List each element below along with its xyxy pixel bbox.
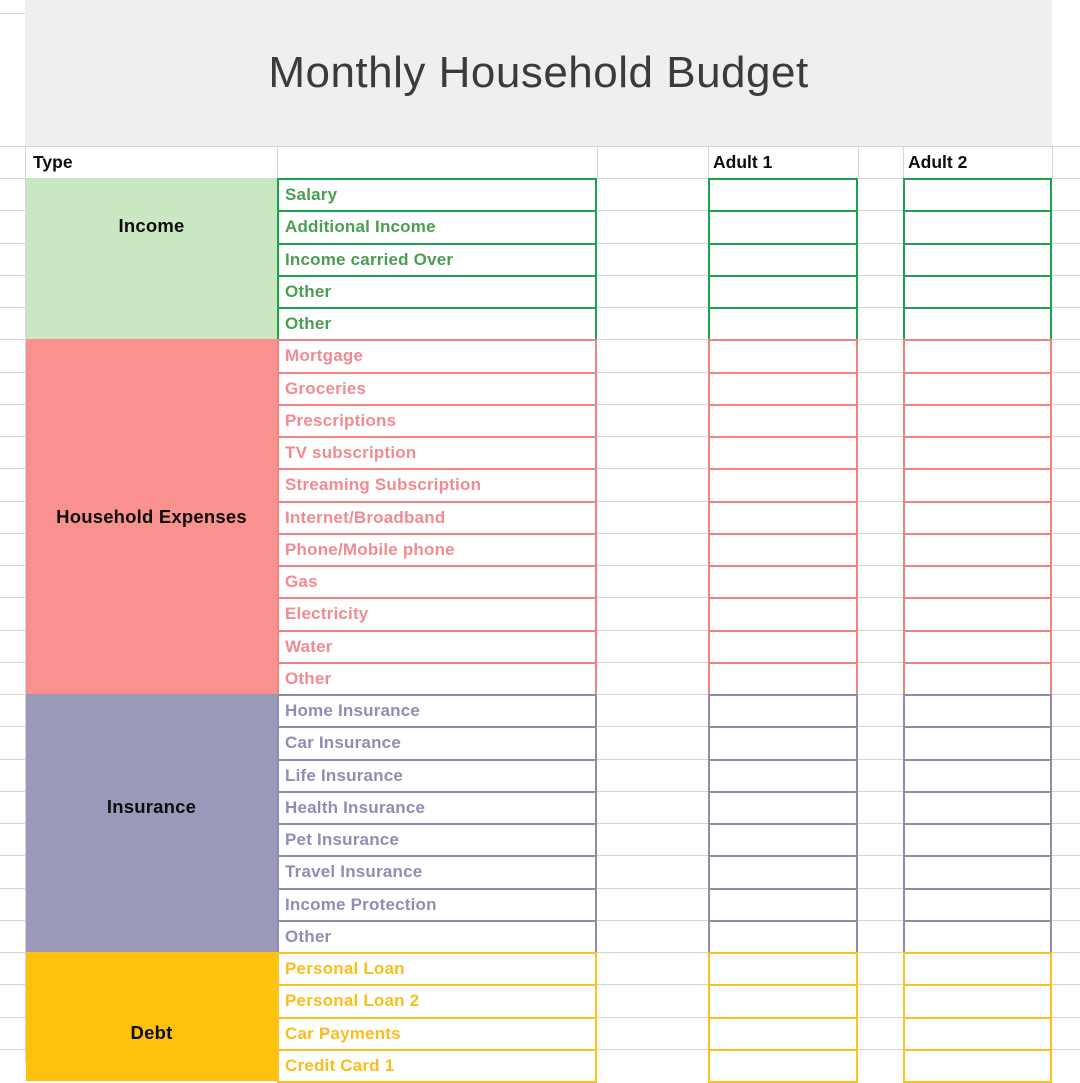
item-cell[interactable]: Internet/Broadband (277, 501, 597, 535)
item-cell[interactable]: Phone/Mobile phone (277, 533, 597, 567)
value-cell-adult1[interactable] (708, 694, 858, 728)
category-label-income: Income (118, 215, 185, 237)
item-cell[interactable]: Income carried Over (277, 243, 597, 277)
category-label-debt: Debt (130, 1021, 173, 1043)
value-cell-adult1[interactable] (708, 855, 858, 889)
item-cell[interactable]: Pet Insurance (277, 823, 597, 857)
gridline (277, 146, 278, 178)
value-cell-adult1[interactable] (708, 597, 858, 631)
item-cell[interactable]: TV subscription (277, 436, 597, 470)
value-cell-adult1[interactable] (708, 791, 858, 825)
item-cell[interactable]: Credit Card 1 (277, 1049, 597, 1083)
value-cell-adult2[interactable] (903, 662, 1052, 696)
category-label-insurance: Insurance (106, 795, 197, 817)
item-cell[interactable]: Mortgage (277, 339, 597, 373)
value-cell-adult2[interactable] (903, 1049, 1052, 1083)
value-cell-adult2[interactable] (903, 339, 1052, 373)
value-cell-adult1[interactable] (708, 920, 858, 954)
value-cell-adult1[interactable] (708, 952, 858, 986)
value-cell-adult1[interactable] (708, 210, 858, 244)
value-cell-adult1[interactable] (708, 1017, 858, 1051)
value-cell-adult2[interactable] (903, 597, 1052, 631)
value-cell-adult2[interactable] (903, 630, 1052, 664)
item-cell[interactable]: Personal Loan (277, 952, 597, 986)
item-cell[interactable]: Health Insurance (277, 791, 597, 825)
value-cell-adult1[interactable] (708, 759, 858, 793)
value-cell-adult1[interactable] (708, 307, 858, 341)
value-cell-adult2[interactable] (903, 855, 1052, 889)
value-cell-adult1[interactable] (708, 243, 858, 277)
category-cell-debt[interactable] (26, 952, 277, 1081)
value-cell-adult1[interactable] (708, 565, 858, 599)
column-header-adult1[interactable]: Adult 1 (713, 151, 773, 172)
value-cell-adult2[interactable] (903, 533, 1052, 567)
item-cell[interactable]: Electricity (277, 597, 597, 631)
value-cell-adult1[interactable] (708, 468, 858, 502)
value-cell-adult1[interactable] (708, 533, 858, 567)
value-cell-adult1[interactable] (708, 888, 858, 922)
value-cell-adult2[interactable] (903, 436, 1052, 470)
value-cell-adult2[interactable] (903, 565, 1052, 599)
page-title: Monthly Household Budget (268, 48, 809, 97)
value-cell-adult1[interactable] (708, 662, 858, 696)
value-cell-adult1[interactable] (708, 178, 858, 212)
category-cell-income[interactable] (26, 178, 277, 339)
value-cell-adult2[interactable] (903, 888, 1052, 922)
value-cell-adult2[interactable] (903, 823, 1052, 857)
value-cell-adult1[interactable] (708, 436, 858, 470)
value-cell-adult1[interactable] (708, 339, 858, 373)
item-cell[interactable]: Car Payments (277, 1017, 597, 1051)
item-cell[interactable]: Life Insurance (277, 759, 597, 793)
item-cell[interactable]: Other (277, 307, 597, 341)
value-cell-adult2[interactable] (903, 1017, 1052, 1051)
value-cell-adult2[interactable] (903, 759, 1052, 793)
item-cell[interactable]: Income Protection (277, 888, 597, 922)
value-cell-adult1[interactable] (708, 726, 858, 760)
value-cell-adult2[interactable] (903, 726, 1052, 760)
value-cell-adult1[interactable] (708, 823, 858, 857)
value-cell-adult2[interactable] (903, 372, 1052, 406)
item-cell[interactable]: Travel Insurance (277, 855, 597, 889)
item-cell[interactable]: Groceries (277, 372, 597, 406)
item-cell[interactable]: Other (277, 662, 597, 696)
title-banner (25, 0, 1052, 146)
value-cell-adult1[interactable] (708, 404, 858, 438)
column-header-adult2[interactable]: Adult 2 (908, 151, 968, 172)
value-cell-adult2[interactable] (903, 210, 1052, 244)
category-label-household-expenses: Household Expenses (56, 505, 247, 527)
item-cell[interactable]: Other (277, 920, 597, 954)
category-cell-insurance[interactable] (26, 694, 277, 952)
gridline (1052, 146, 1053, 178)
value-cell-adult2[interactable] (903, 275, 1052, 309)
gridline (0, 13, 25, 14)
item-cell[interactable]: Car Insurance (277, 726, 597, 760)
value-cell-adult2[interactable] (903, 920, 1052, 954)
value-cell-adult1[interactable] (708, 630, 858, 664)
gridline (597, 146, 598, 178)
value-cell-adult1[interactable] (708, 984, 858, 1018)
item-cell[interactable]: Gas (277, 565, 597, 599)
value-cell-adult2[interactable] (903, 307, 1052, 341)
category-cell-household-expenses[interactable] (26, 339, 277, 694)
value-cell-adult1[interactable] (708, 501, 858, 535)
item-cell[interactable]: Streaming Subscription (277, 468, 597, 502)
value-cell-adult2[interactable] (903, 694, 1052, 728)
value-cell-adult1[interactable] (708, 1049, 858, 1083)
item-cell[interactable]: Water (277, 630, 597, 664)
value-cell-adult2[interactable] (903, 952, 1052, 986)
value-cell-adult2[interactable] (903, 404, 1052, 438)
value-cell-adult1[interactable] (708, 372, 858, 406)
item-cell[interactable]: Salary (277, 178, 597, 212)
item-cell[interactable]: Prescriptions (277, 404, 597, 438)
gridline (858, 146, 859, 178)
item-cell[interactable]: Other (277, 275, 597, 309)
value-cell-adult1[interactable] (708, 275, 858, 309)
column-header-type[interactable]: Type (33, 151, 73, 172)
item-cell[interactable]: Personal Loan 2 (277, 984, 597, 1018)
value-cell-adult2[interactable] (903, 178, 1052, 212)
value-cell-adult2[interactable] (903, 468, 1052, 502)
value-cell-adult2[interactable] (903, 243, 1052, 277)
value-cell-adult2[interactable] (903, 984, 1052, 1018)
value-cell-adult2[interactable] (903, 501, 1052, 535)
value-cell-adult2[interactable] (903, 791, 1052, 825)
item-cell[interactable]: Home Insurance (277, 694, 597, 728)
item-cell[interactable]: Additional Income (277, 210, 597, 244)
